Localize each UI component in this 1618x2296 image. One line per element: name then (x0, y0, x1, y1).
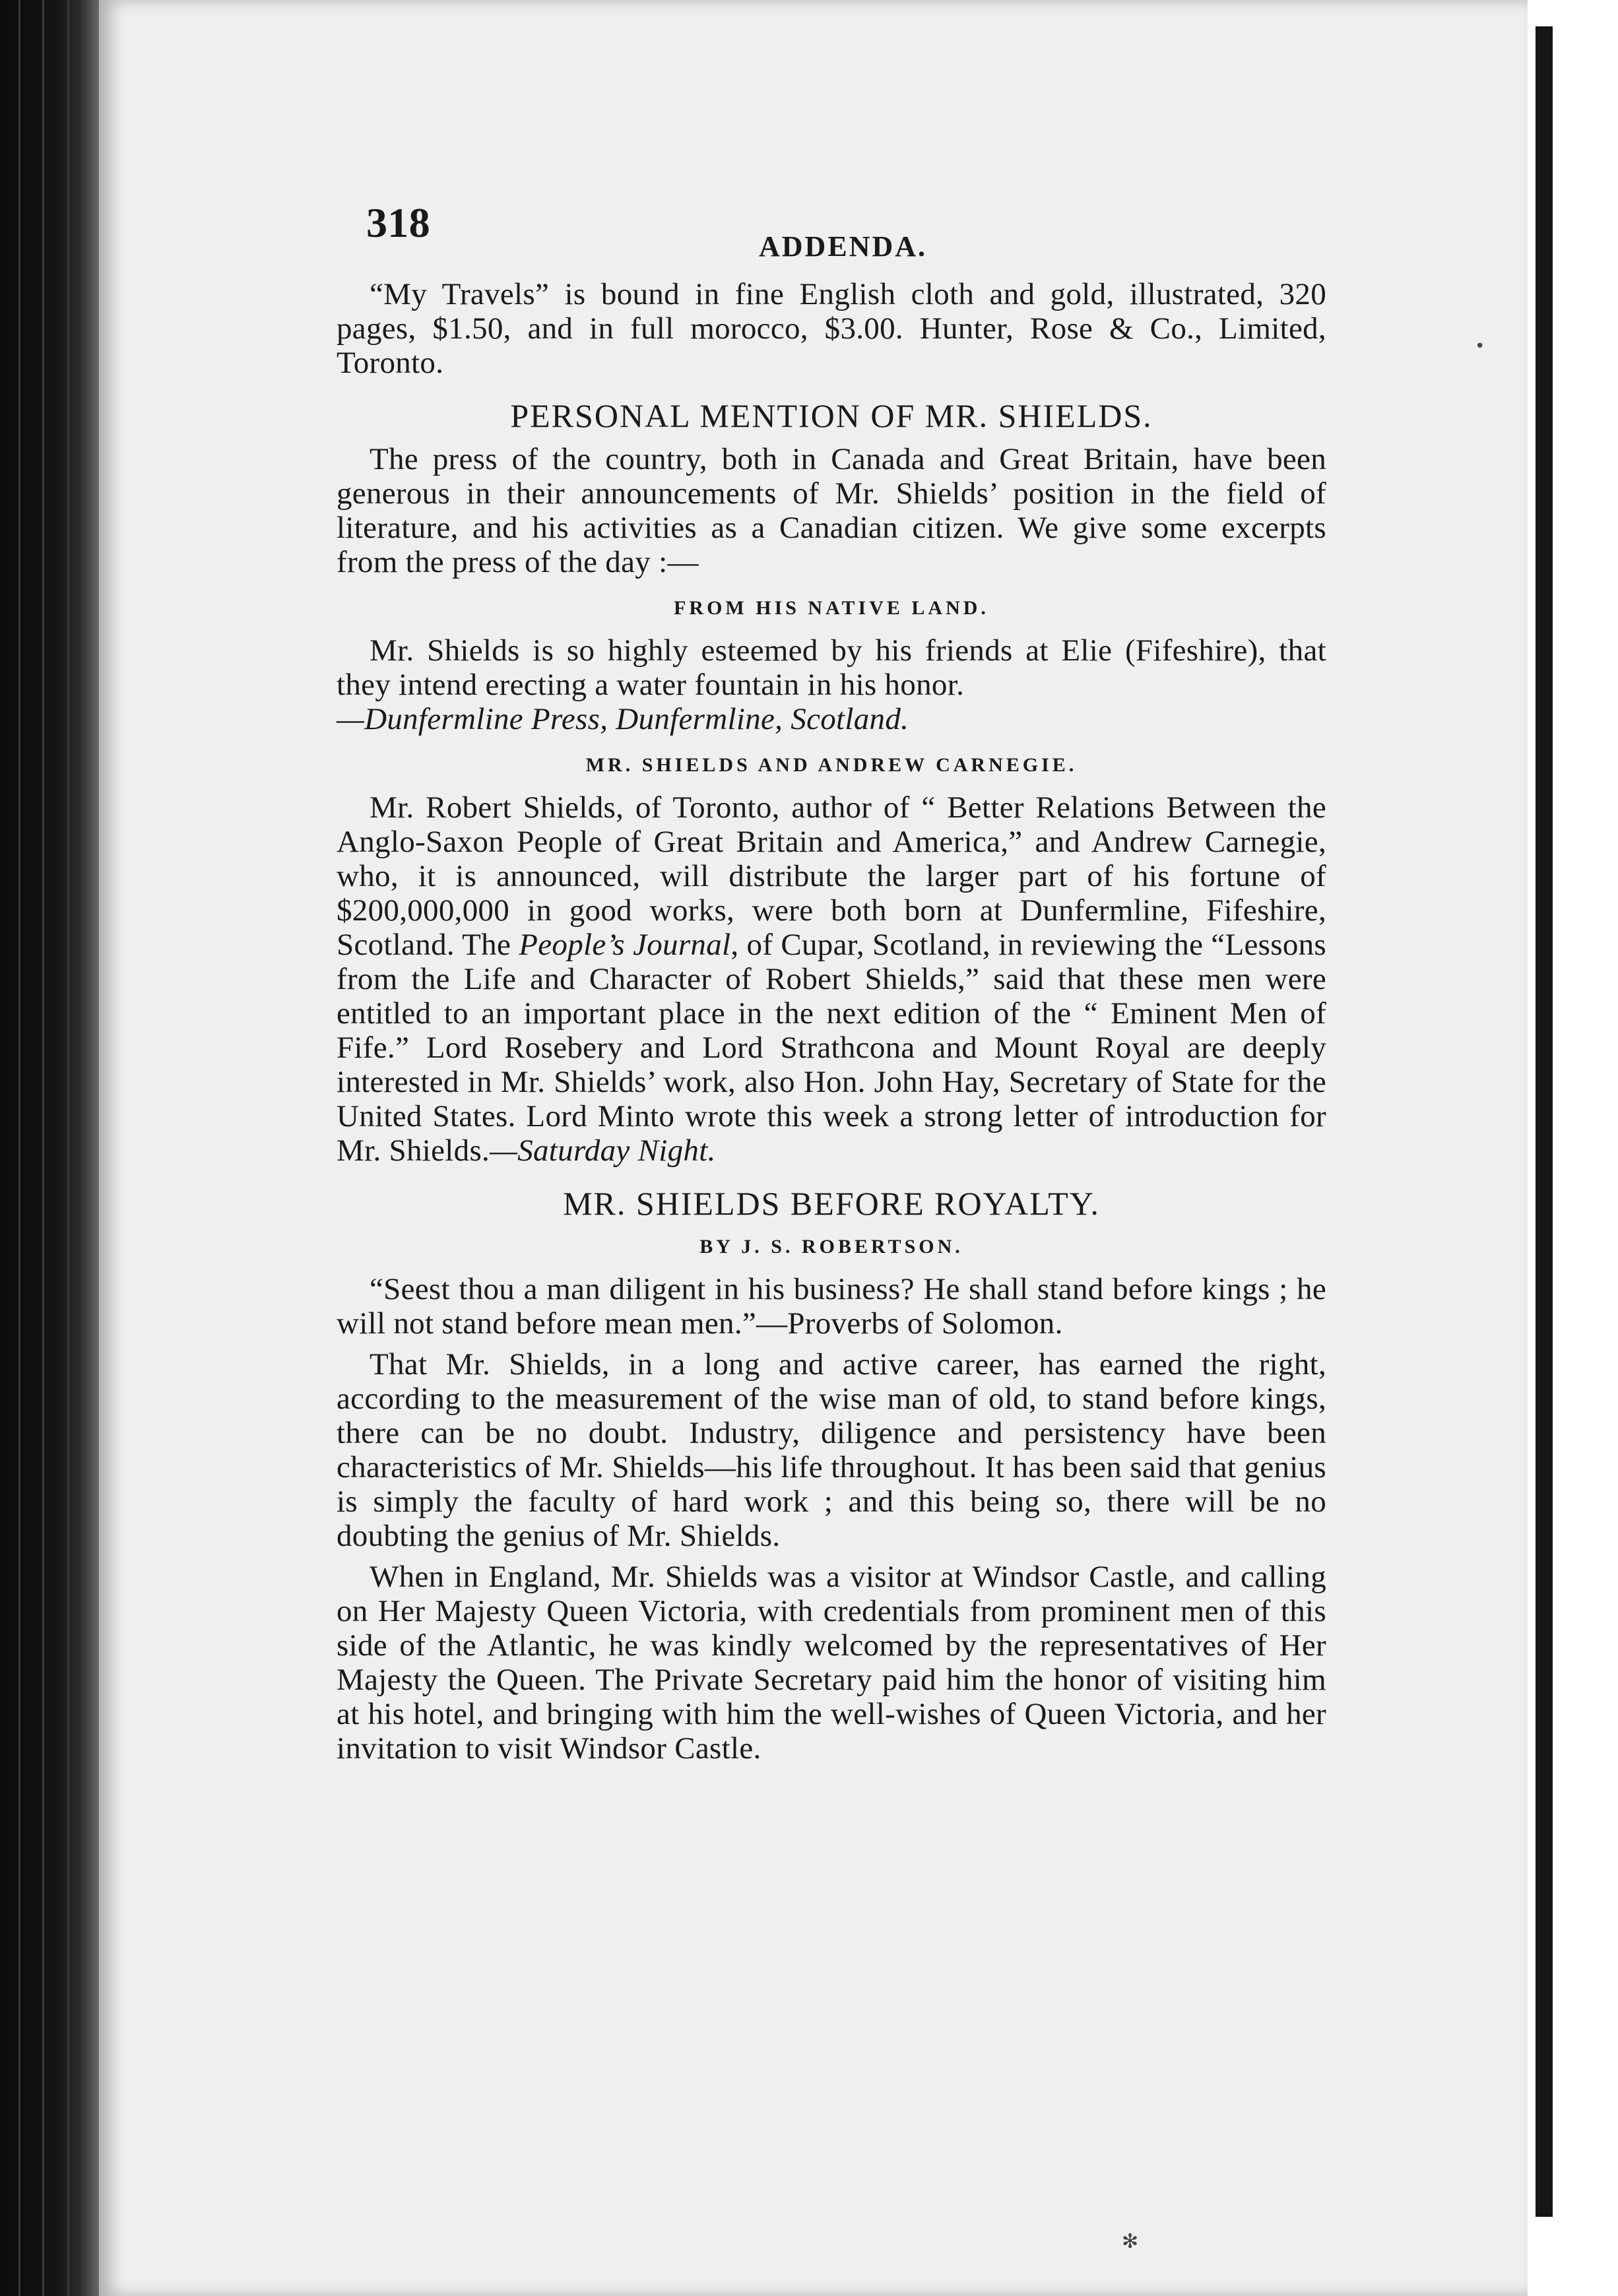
proverb-quote: “Seest thou a man diligent in his business? He shall stand before kings ; he will not stand before mean men.”—Proverbs of Solomon. (337, 1272, 1326, 1341)
royalty-paragraph-1: That Mr. Shields, in a long and active career, has earned the right, according to the measurement of the wise man of old, to stand before kings, there can be no doubt. Industry, diligence and persistency have been characteristics of Mr. Shields—his life throughout. It has been said that genius is simply the faculty of hard work ; and this being so, there will be no doubting the genius of Mr. Shields. (337, 1347, 1326, 1553)
page-number: 318 (366, 199, 430, 246)
spine-stripe (42, 0, 44, 2296)
personal-mention-paragraph: The press of the country, both in Canada and Great Britain, have been generous in their announcements of Mr. Shields’ position in the field of literature, and his activities as a Canadian citizen. We give some excerpts from the press of the day :— (337, 442, 1326, 579)
byline: BY J. S. ROBERTSON. (699, 1236, 963, 1258)
carnegie-text-a: Mr. Robert Shields, of Toronto, author of “ Better Relations Between the Anglo-Saxon People of Great Britain and America,” and Andrew Carnegie, who, it is announced, will distribute the larger part of his fortune of $200,000,000 in good works, were both born at Dunfermline, Fifeshire, Scotland. The (337, 790, 1326, 962)
native-land-source-line (337, 702, 1326, 736)
page-text (337, 198, 1326, 1766)
subhead-carnegie: MR. SHIELDS AND ANDREW CARNEGIE. (585, 754, 1078, 776)
right-edge-bar (1536, 26, 1553, 2217)
spine-stripe (18, 0, 20, 2296)
page-header (337, 198, 1326, 277)
section-title-royalty: MR. SHIELDS BEFORE ROYALTY. (563, 1185, 1100, 1222)
native-land-source: —Dunfermline Press, Dunfermline, Scotland. (337, 702, 909, 736)
running-head: ADDENDA. (759, 230, 927, 263)
royalty-paragraph-2: When in England, Mr. Shields was a visitor at Windsor Castle, and calling on Her Majesty Queen Victoria, with credentials from prominent men of this side of the Atlantic, he was kindly welcomed by the representatives of Her Majesty the Queen. The Private Secretary paid him the honor of visiting him at his hotel, and bringing with him the well-wishes of Queen Victoria, and her invitation to visit Windsor Castle. (337, 1560, 1326, 1766)
native-land-paragraph (337, 633, 1326, 702)
right-page-edge (1528, 0, 1618, 2296)
section-title-personal-mention: PERSONAL MENTION OF MR. SHIELDS. (510, 397, 1153, 434)
spine-stripe (67, 0, 69, 2296)
carnegie-journal-title: People’s Journal (519, 928, 731, 962)
intro-paragraph: “My Travels” is bound in fine English cloth and gold, illustrated, 320 pages, $1.50, and in full morocco, $3.00. Hunter, Rose & Co., Limited, Toronto. (337, 277, 1326, 380)
native-land-text: Mr. Shields is so highly esteemed by his friends at Elie (Fifeshire), that they intend erecting a water fountain in his honor. (337, 633, 1326, 702)
carnegie-paragraph (337, 790, 1326, 1168)
subhead-native-land: FROM HIS NATIVE LAND. (674, 597, 989, 619)
speck-mark: • (1475, 336, 1485, 356)
carnegie-source: —Saturday Night. (490, 1133, 716, 1168)
book-spine-edge (0, 0, 99, 2296)
carnegie-text-b: , of Cupar, Scotland, in reviewing the “Lessons from the Life and Character of Robert Shields,” said that these men were entitled to an important place in the next edition of the “ Eminent Men of Fife.” Lord Rosebery and Lord Strathcona and Mount Royal are deeply interested in Mr. Shields’ work, also Hon. John Hay, Secretary of State for the United States. Lord Minto wrote this week a strong letter of introduction for Mr. Shields. (337, 928, 1327, 1168)
smudge-mark: ✻ (1122, 2230, 1139, 2253)
